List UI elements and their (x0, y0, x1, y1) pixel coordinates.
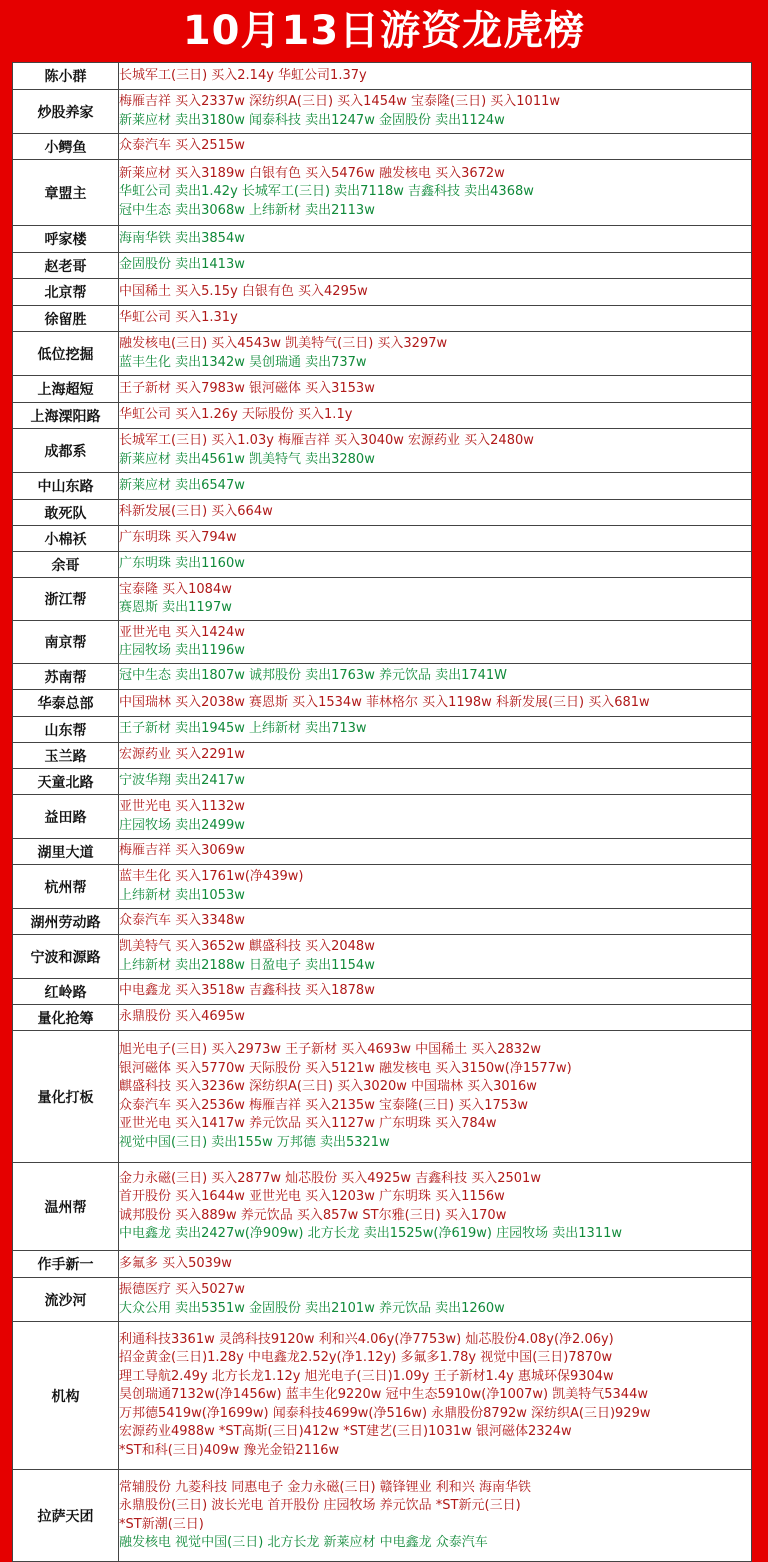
trade-records (119, 795, 752, 839)
trader-name: 上海超短 (13, 376, 119, 403)
sell-record: 冠中生态 卖出1807w 诚邦股份 卖出1763w 养元饮品 卖出1741W (119, 668, 508, 684)
trade-records (119, 664, 752, 690)
sell-record: 大众公用 卖出5351w 金固股份 卖出2101w 养元饮品 卖出1260w (119, 1300, 505, 1316)
sell-record: 视觉中国(三日) 卖出155w 万邦德 卖出5321w (119, 1134, 390, 1150)
table-row (13, 979, 752, 1005)
buy-record: 中电鑫龙 买入3518w 吉鑫科技 买入1878w (119, 983, 375, 999)
trader-name: 浙江帮 (13, 578, 119, 621)
buy-record: 中国稀土 买入5.15y 白银有色 买入4295w (119, 283, 368, 299)
trade-records (119, 1251, 752, 1278)
sell-record: 上纬新材 卖出1053w (119, 887, 245, 903)
trader-name: 炒股养家 (13, 90, 119, 134)
sell-record: 新莱应材 卖出4561w 凯美特气 卖出3280w (119, 451, 375, 467)
buy-record: 梅雁吉祥 买入2337w 深纺织A(三日) 买入1454w 宝泰隆(三日) 买入1011w (119, 94, 560, 109)
table-row (13, 526, 752, 552)
trade-records (119, 621, 752, 664)
buy-record: 长城军工(三日) 买入2.14y 华虹公司1.37y (119, 67, 367, 83)
trade-records (119, 690, 752, 717)
buy-record: 蓝丰生化 买入1761w(净439w) (119, 869, 304, 884)
trader-name: 小棉袄 (13, 526, 119, 552)
buy-record: 永鼎股份(三日) 波长光电 首开股份 庄园牧场 养元饮品 *ST新元(三日) (119, 1498, 521, 1513)
buy-record: 永鼎股份 买入4695w (119, 1009, 245, 1025)
buy-record: 融发核电(三日) 买入4543w 凯美特气(三日) 买入3297w (119, 336, 448, 351)
buy-record: 宏源药业4988w *ST高斯(三日)412w *ST建艺(三日)1031w 银河磁体2324w (119, 1424, 572, 1440)
sell-record: 新莱应材 卖出3180w 闻泰科技 卖出1247w 金固股份 卖出1124w (119, 112, 505, 128)
buy-record: 麒盛科技 买入3236w 深纺织A(三日) 买入3020w 中国瑞林 买入3016w (119, 1079, 537, 1094)
buy-record: 凯美特气 买入3652w 麒盛科技 买入2048w (119, 939, 375, 954)
table-row (13, 865, 752, 909)
table-row (13, 621, 752, 664)
trader-name: 量化抢筹 (13, 1005, 119, 1031)
table-row (13, 690, 752, 717)
trade-records (119, 979, 752, 1005)
trade-records (119, 1322, 752, 1470)
buy-record: 长城军工(三日) 买入1.03y 梅雁吉祥 买入3040w 宏源药业 买入2480w (119, 433, 534, 448)
trader-name: 敢死队 (13, 500, 119, 526)
trader-name: 章盟主 (13, 160, 119, 226)
buy-record: 梅雁吉祥 买入3069w (119, 843, 245, 859)
trader-name: 赵老哥 (13, 253, 119, 279)
table-row (13, 403, 752, 429)
trader-name: 红岭路 (13, 979, 119, 1005)
trader-name: 湖里大道 (13, 839, 119, 865)
table-row (13, 578, 752, 621)
sell-record: 广东明珠 卖出1160w (119, 556, 245, 572)
table-row (13, 717, 752, 743)
table-row (13, 376, 752, 403)
trade-records (119, 403, 752, 429)
sell-record: 新莱应材 卖出6547w (119, 477, 245, 493)
buy-record: 首开股份 买入1644w 亚世光电 买入1203w 广东明珠 买入1156w (119, 1189, 505, 1204)
trader-name: 成都系 (13, 429, 119, 473)
trader-name: 苏南帮 (13, 664, 119, 690)
buy-record: 诚邦股份 买入889w 养元饮品 买入857w ST尔雅(三日) 买入170w (119, 1207, 507, 1223)
trade-records (119, 500, 752, 526)
trade-records (119, 526, 752, 552)
sell-record: 海南华铁 卖出3854w (119, 230, 245, 246)
trader-name: 低位挖掘 (13, 332, 119, 376)
trade-records (119, 578, 752, 621)
trader-name: 益田路 (13, 795, 119, 839)
table-row (13, 839, 752, 865)
trade-records (119, 332, 752, 376)
table-row (13, 935, 752, 979)
trader-name: 呼家楼 (13, 226, 119, 253)
sell-record: 融发核电 视觉中国(三日) 北方长龙 新莱应材 中电鑫龙 众泰汽车 (119, 1535, 488, 1550)
table-row (13, 1322, 752, 1470)
table-row (13, 743, 752, 769)
table-row (13, 1005, 752, 1031)
trader-name: 天童北路 (13, 769, 119, 795)
trade-records (119, 306, 752, 332)
trader-name: 流沙河 (13, 1278, 119, 1322)
table-row (13, 63, 752, 90)
buy-record: 金力永磁(三日) 买入2877w 灿芯股份 买入4925w 吉鑫科技 买入2501w (119, 1170, 541, 1186)
sell-record: 庄园牧场 卖出2499w (119, 817, 245, 833)
table-row (13, 552, 752, 578)
buy-record: 振德医疗 买入5027w (119, 1282, 245, 1297)
table-row (13, 134, 752, 160)
trade-records (119, 134, 752, 160)
trade-records (119, 717, 752, 743)
trader-name: 机构 (13, 1322, 119, 1470)
buy-record: 万邦德5419w(净1699w) 闻泰科技4699w(净516w) 永鼎股份8792w 深纺织A(三日)929w (119, 1405, 651, 1421)
trader-name: 徐留胜 (13, 306, 119, 332)
buy-record: 银河磁体 买入5770w 天际股份 买入5121w 融发核电 买入3150w(净1577w) (119, 1060, 572, 1076)
buy-record: 昊创瑞通7132w(净1456w) 蓝丰生化9220w 冠中生态5910w(净1007w) 凯美特气5344w (119, 1387, 648, 1403)
table-row (13, 1278, 752, 1322)
table-row (13, 160, 752, 226)
buy-record: 宝泰隆 买入1084w (119, 581, 232, 597)
table-row (13, 909, 752, 935)
dragon-tiger-table (12, 62, 752, 1562)
buy-record: 华虹公司 买入1.26y 天际股份 买入1.1y (119, 407, 353, 423)
trade-records (119, 1470, 752, 1562)
trade-records (119, 1278, 752, 1322)
trade-records (119, 63, 752, 90)
buy-record: 理工导航2.49y 北方长龙1.12y 旭光电子(三日)1.09y 王子新材1.4y 惠城环保9304w (119, 1368, 614, 1384)
buy-record: 亚世光电 买入1417w 养元饮品 买入1127w 广东明珠 买入784w (119, 1116, 497, 1131)
sell-record: 王子新材 卖出1945w 上纬新材 卖出713w (119, 721, 367, 737)
buy-record: 旭光电子(三日) 买入2973w 王子新材 买入4693w 中国稀土 买入2832w (119, 1042, 541, 1057)
trader-name: 温州帮 (13, 1163, 119, 1251)
trade-records (119, 1005, 752, 1031)
buy-record: 众泰汽车 买入3348w (119, 913, 245, 929)
table-row (13, 429, 752, 473)
buy-record: 多氟多 买入5039w (119, 1255, 232, 1271)
trade-records (119, 90, 752, 134)
buy-record: 华虹公司 买入1.31y (119, 310, 238, 326)
table-row (13, 664, 752, 690)
trade-records (119, 743, 752, 769)
buy-record: 科新发展(三日) 买入664w (119, 504, 273, 520)
trader-name: 量化打板 (13, 1031, 119, 1163)
table-row (13, 500, 752, 526)
trader-name: 杭州帮 (13, 865, 119, 909)
sell-record: 上纬新材 卖出2188w 日盈电子 卖出1154w (119, 957, 375, 973)
table-row (13, 769, 752, 795)
buy-record: *ST和科(三日)409w 豫光金铅2116w (119, 1442, 340, 1458)
trade-records (119, 839, 752, 865)
table-row (13, 332, 752, 376)
trader-name: 山东帮 (13, 717, 119, 743)
buy-record: 常辅股份 九菱科技 同惠电子 金力永磁(三日) 赣锋锂业 利和兴 海南华铁 (119, 1479, 531, 1495)
table-row (13, 1470, 752, 1562)
trader-name: 宁波和源路 (13, 935, 119, 979)
buy-record: 众泰汽车 买入2536w 梅雁吉祥 买入2135w 宝泰隆(三日) 买入1753w (119, 1097, 528, 1113)
buy-record: 中国瑞林 买入2038w 赛恩斯 买入1534w 菲林格尔 买入1198w 科新发展(三日) 买入681w (119, 694, 650, 710)
trade-records (119, 429, 752, 473)
buy-record: 众泰汽车 买入2515w (119, 138, 245, 154)
sell-record: 华虹公司 卖出1.42y 长城军工(三日) 卖出7118w 吉鑫科技 卖出4368w (119, 184, 534, 200)
sell-record: 金固股份 卖出1413w (119, 257, 245, 273)
buy-record: 利通科技3361w 灵鸽科技9120w 利和兴4.06y(净7753w) 灿芯股份4.08y(净2.06y) (119, 1331, 614, 1347)
trader-name: 上海溧阳路 (13, 403, 119, 429)
trader-name: 北京帮 (13, 279, 119, 306)
buy-record: *ST新潮(三日) (119, 1516, 204, 1532)
trader-name: 南京帮 (13, 621, 119, 664)
sell-record: 冠中生态 卖出3068w 上纬新材 卖出2113w (119, 202, 375, 218)
trade-records (119, 253, 752, 279)
trade-records (119, 909, 752, 935)
table-row (13, 1251, 752, 1278)
buy-record: 王子新材 买入7983w 银河磁体 买入3153w (119, 380, 375, 396)
trade-records (119, 376, 752, 403)
table-row (13, 253, 752, 279)
sell-record: 赛恩斯 卖出1197w (119, 600, 232, 615)
trade-records (119, 769, 752, 795)
trader-name: 玉兰路 (13, 743, 119, 769)
trader-name: 余哥 (13, 552, 119, 578)
buy-record: 新莱应材 买入3189w 白银有色 买入5476w 融发核电 买入3672w (119, 165, 505, 181)
trader-name: 中山东路 (13, 473, 119, 500)
buy-record: 招金黄金(三日)1.28y 中电鑫龙2.52y(净1.12y) 多氟多1.78y 视觉中国(三日)7870w (119, 1350, 613, 1366)
trade-records (119, 279, 752, 306)
buy-record: 亚世光电 买入1424w (119, 624, 245, 640)
trade-records (119, 935, 752, 979)
buy-record: 亚世光电 买入1132w (119, 799, 245, 814)
table-row (13, 279, 752, 306)
trader-name: 小鳄鱼 (13, 134, 119, 160)
table-body (13, 63, 752, 1562)
trader-name: 湖州劳动路 (13, 909, 119, 935)
buy-record: 广东明珠 买入794w (119, 530, 237, 546)
table-row (13, 90, 752, 134)
sell-record: 庄园牧场 卖出1196w (119, 643, 245, 658)
table-row (13, 473, 752, 500)
trader-name: 作手新一 (13, 1251, 119, 1278)
table-row (13, 306, 752, 332)
buy-record: 宏源药业 买入2291w (119, 747, 245, 763)
sell-record: 宁波华翔 卖出2417w (119, 773, 245, 789)
trader-name: 华泰总部 (13, 690, 119, 717)
sell-record: 中电鑫龙 卖出2427w(净909w) 北方长龙 卖出1525w(净619w) 庄园牧场 卖出1311w (119, 1226, 622, 1241)
table-row (13, 1031, 752, 1163)
table-row (13, 1163, 752, 1251)
trade-records (119, 226, 752, 253)
trader-name: 陈小群 (13, 63, 119, 90)
table-row (13, 226, 752, 253)
trader-name: 拉萨天团 (13, 1470, 119, 1562)
trade-records (119, 865, 752, 909)
sell-record: 蓝丰生化 卖出1342w 昊创瑞通 卖出737w (119, 354, 367, 370)
trade-records (119, 1163, 752, 1251)
trade-records (119, 473, 752, 500)
trade-records (119, 160, 752, 226)
page-title: 10月13日游资龙虎榜 (182, 8, 586, 54)
table-row (13, 795, 752, 839)
trade-records (119, 552, 752, 578)
trade-records (119, 1031, 752, 1163)
